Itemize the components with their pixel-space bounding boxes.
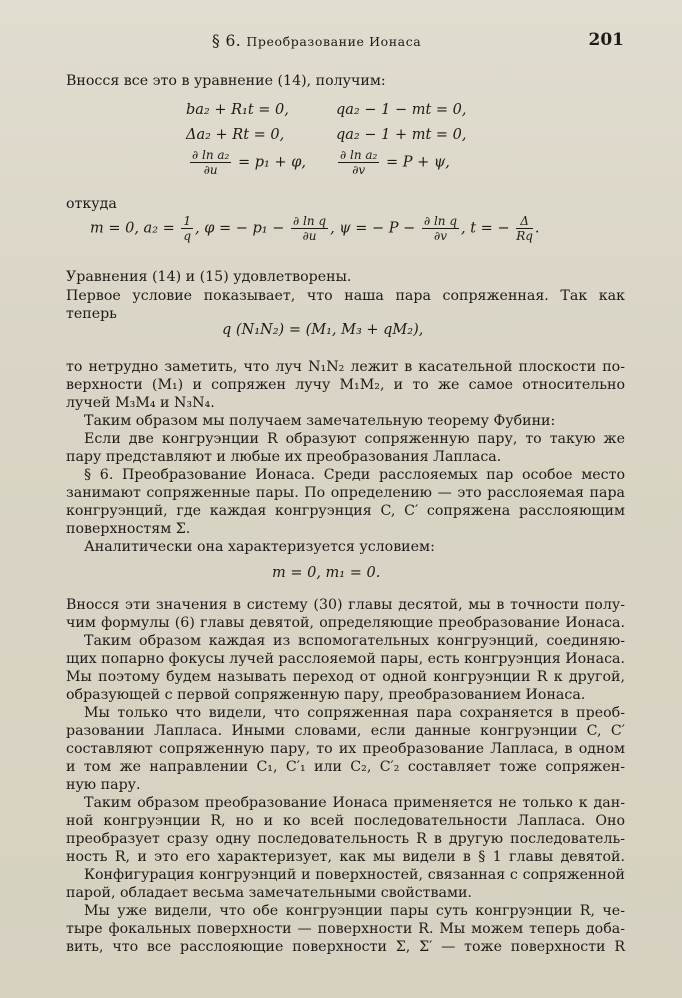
text-line: образующей с первой сопряженную пару, преобразованием Ионаса. — [66, 687, 586, 703]
section-heading-line: § 6. Преобразование Ионаса. Среди расслояемых пар особое место — [84, 467, 625, 483]
theorem-line: Если две конгруэнции R образуют сопряженную пару, то такую же — [84, 431, 625, 447]
text-line: щих попарно фокусы лучей расслояемой пары, есть конгруэнция Ионаса. — [66, 651, 625, 667]
text-line: Мы поэтому будем называть переход от одной конгруэнции R к другой, — [66, 669, 625, 685]
text-line: Аналитически она характеризуется условием: — [84, 539, 435, 555]
text-line: занимают сопряженные пары. По определению — это расслояемая пара — [66, 485, 625, 501]
text-line: Вносся все это в уравнение (14), получим: — [66, 73, 386, 89]
text-line: Мы только что видели, что сопряженная пара сохраняется в преоб- — [84, 705, 625, 721]
text-line: Таким образом преобразование Ионаса применяется не только к дан- — [84, 795, 625, 811]
text-line: верхности (M₁) и сопряжен лучу M₁M₂, и то же самое относительно — [66, 377, 625, 393]
text-line: конгруэнций, где каждая конгруэнция C, C′ сопряжена расслояющим — [66, 503, 625, 519]
text-line: ную пару. — [66, 777, 141, 793]
text-line: Уравнения (14) и (15) удовлетворены. — [66, 269, 352, 285]
text-line: теперь — [66, 306, 117, 322]
text-line: ность R, и это его характеризует, как мы видели в § 1 главы девятой. — [66, 849, 625, 865]
text-line: и том же направлении C₁, C′₁ или C₂, C′₂ составляет тоже сопряжен- — [66, 759, 625, 775]
text-line: составляют сопряженную пару, то их преобразование Лапласа, в одном — [66, 741, 625, 757]
theorem-line: пару представляют и любые их преобразования Лапласа. — [66, 449, 502, 465]
text-line: чим формулы (6) главы девятой, определяющие преобразование Ионаса. — [66, 615, 625, 631]
text-line: Таким образом каждая из вспомогательных конгруэнций, соединяю- — [84, 633, 625, 649]
running-header — [0, 30, 682, 52]
text-line: парой, обладает весьма замечательными свойствами. — [66, 885, 472, 901]
solution-formula: m = 0, a₂ = $\frac{1}{q}$ , φ = − p₁ − $\frac{\text{∂ ln q}}{\partial u}$ , ψ = − P − $\frac{\text{∂ ln q}}{\partial v}$ , t = − $\frac{\Delta}{Rq}$ . — [90, 214, 540, 243]
equation: qa₂ − 1 − mt = 0, — [336, 102, 467, 118]
equation: Δa₂ + Rt = 0, — [186, 127, 285, 143]
equation: ba₂ + R₁t = 0, — [186, 102, 289, 118]
text-line: вить, что все расслояющие поверхности Σ, Σ′ — тоже поверхности R — [66, 939, 625, 955]
text-line: то нетрудно заметить, что луч N₁N₂ лежит в касательной плоскости по- — [66, 359, 625, 375]
text-line: поверхностям Σ. — [66, 521, 191, 537]
text-line: разовании Лапласа. Иными словами, если данные конгруэнции C, C′ — [66, 723, 625, 739]
text-line: Вносся эти значения в систему (30) главы десятой, мы в точности полу- — [66, 597, 625, 613]
equation: qa₂ − 1 + mt = 0, — [336, 127, 467, 143]
text-line: лучей M₃M₄ и N₃N₄. — [66, 395, 215, 411]
equation: m = 0, m₁ = 0. — [272, 565, 381, 581]
text-line: преобразует сразу одну последовательность R в другую последователь- — [66, 831, 625, 847]
text-line: ной конгруэнции R, но и ко всей последовательности Лапласа. Оно — [66, 813, 625, 829]
text-line: Таким образом мы получаем замечательную теорему Фубини: — [84, 413, 556, 429]
text-line: откуда — [66, 196, 117, 212]
page-number: 201 — [588, 30, 624, 50]
equation: $\frac{\text{∂ ln a₂}}{\partial u}$ = p₁ + φ, — [192, 148, 306, 177]
equation: $\frac{\text{∂ ln a₂}}{\partial v}$ = P + ψ, — [340, 148, 450, 177]
equation: q (N₁N₂) = (M₁, M₃ + qM₂), — [222, 322, 424, 338]
text-line: Мы уже видели, что обе конгруэнции пары суть конгруэнции R, че- — [84, 903, 625, 919]
header-title: § 6. Преобразование Ионаса — [212, 32, 422, 50]
text-line: тыре фокальных поверхности — поверхности R. Мы можем теперь доба- — [66, 921, 625, 937]
text-line: Первое условие показывает, что наша пара сопряженная. Так как — [66, 288, 625, 304]
text-line: Конфигурация конгруэнций и поверхностей, связанная с сопряженной — [84, 867, 625, 883]
